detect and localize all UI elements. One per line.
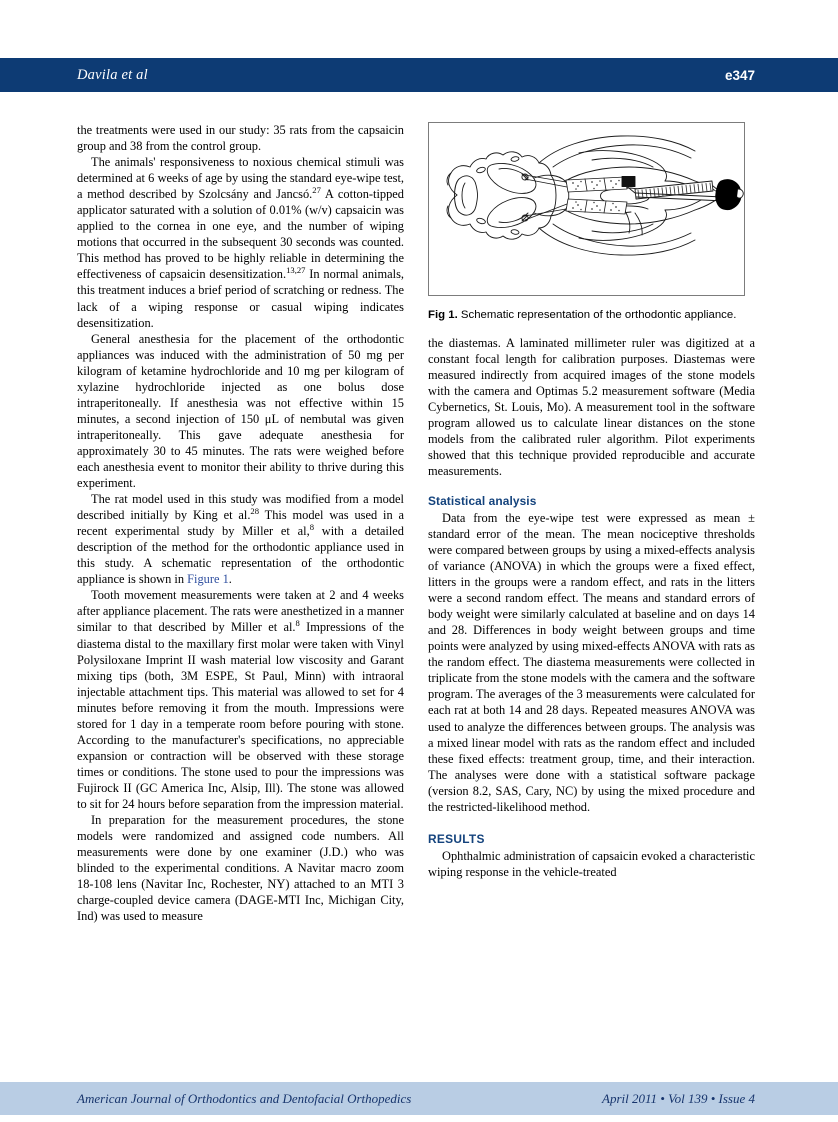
rat-skull-diagram-svg xyxy=(429,123,744,295)
left-column xyxy=(77,122,404,924)
paragraph: the diastemas. A laminated millimeter ruler was digitized at a constant focal length for calibration purposes. Diastemas were measured indirectly from acquired images of the stone models with the camera and Optimas 5.2 measurement software (Media Cybernetics, St. Louis, Mo). A measurement tool in the software program allowed us to calculate linear distances on the stone models from the calibrated ruler algorithm. Pilot experiments showed that this technique provided reproducible and accurate measurements. xyxy=(428,335,755,478)
footer-issue-info: April 2011 • Vol 139 • Issue 4 xyxy=(602,1090,755,1106)
figure-cross-reference-link[interactable]: Figure 1 xyxy=(187,572,229,587)
running-head-bar xyxy=(0,58,838,92)
running-head-author: Davila et al xyxy=(77,66,148,83)
reference-superscript[interactable]: 8 xyxy=(295,618,300,629)
running-head-inner xyxy=(77,58,755,92)
page-body xyxy=(77,122,755,1052)
paragraph: the treatments were used in our study: 35 rats from the capsaicin group and 38 from the control group. xyxy=(77,123,404,154)
figure-1 xyxy=(428,122,755,323)
running-head-page-number: e347 xyxy=(724,67,755,83)
paragraph: The rat model used in this study was modified from a model described initially by King et al.$^{28}$ This model was used in a recent experimental study by Miller et al,$^8$ with a detailed description of the method for the orthodontic appliance used in this study. A schematic representation of the orthodontic appliance is shown in Figure 1. xyxy=(77,492,405,587)
section-heading-statistical-analysis: Statistical analysis xyxy=(428,493,537,508)
section-heading-results: RESULTS xyxy=(428,831,485,846)
paragraph: Tooth movement measurements were taken at 2 and 4 weeks after appliance placement. The rats were anesthetized in a manner similar to that described by Miller et al.$^8$ Impressions of the diastema distal to the maxillary first molar were taken with Vinyl Polysiloxane Imprint II wash material low viscosity and Garant mixing tips (both, 3M ESPE, St Paul, Minn) with intraoral injectable attachment tips. This material was allowed to set for 4 minutes before removing it from the mouth. Impressions were stored for 1 day in a temperate room before pouring with stone. According to the manufacturer's specifications, no appreciable expansion or contraction will be observed with these storage times or conditions. The stone used to pour the impressions was Fujirock II (GC America Inc, Alsip, Ill). The stone was allowed to sit for 24 hours before separation from the impression material. xyxy=(77,588,404,811)
figure-1-caption-label: Fig 1. xyxy=(428,309,458,321)
paragraph: Data from the eye-wipe test were expressed as mean ± standard error of the mean. The mean nociceptive thresholds were compared between groups by using a mixed-effects analysis of variance (ANOVA) in which the groups were a fixed effect, litters in the groups were a random effect, and rats in the litters were a second random effect. The means and standard errors of body weight were similarly calculated at baseline and on days 14 and 28. Differences in body weight between groups and time points were analyzed by using mixed-effects ANOVA with rats as the random effect. The diastema measurements were collected in triplicate from the stone models with the camera and the software program. The averages of the 3 measurements were calculated for each rat at both 14 and 28 days. Repeated measures ANOVA was used to analyze the differences between groups. The analysis was a mixed linear model with rats as the random effect and included these fixed effects: treatment group, time, and their interaction. The analyses were done with a statistical software package (version 8.2, SAS, Cary, NC) by using the mixed procedure and the restricted-likelihood method. xyxy=(428,510,755,814)
paragraph: Ophthalmic administration of capsaicin evoked a characteristic wiping response in the vehicle-treated xyxy=(428,848,755,879)
reference-superscript[interactable]: 13,27 xyxy=(286,265,306,276)
reference-superscript[interactable]: 8 xyxy=(309,522,314,533)
figure-1-caption xyxy=(428,308,755,323)
paragraph: In preparation for the measurement procedures, the stone models were randomized and assigned code numbers. All measurements were done by one examiner (J.D.) who was blinded to the experimental conditions. A Navitar macro zoom 18-108 lens (Navitar Inc, Rochester, NY) attached to an MTI 3 charge-coupled device camera (DAGE-MTI Inc, Michigan City, Ind) was used to measure xyxy=(77,813,404,924)
footer-bar xyxy=(0,1082,838,1115)
footer-inner xyxy=(77,1082,755,1115)
reference-superscript[interactable]: 28 xyxy=(250,506,260,516)
footer-journal-name: American Journal of Orthodontics and Dentofacial Orthopedics xyxy=(77,1090,412,1106)
paragraph: The animals' responsiveness to noxious chemical stimuli was determined at 6 weeks of age by using the standard eye-wipe test, a method described by Szolcsány and Jancsó.$^{27}$ A cotton-tipped applicator saturated with a solution of 0.01% (w/v) capsaicin was applied to the cornea in one eye, and the number of wiping motions that occurred in the subsequent 30 seconds was counted. This method has proved to be highly reliable in determining the effectiveness of capsaicin desensitization.$^{13,27}$ In normal animals, this treatment induces a brief period of scratching or redness. The lack of a wiping response or casual wiping indicates desensitization. xyxy=(77,155,404,330)
figure-1-caption-text: Schematic representation of the orthodontic appliance. xyxy=(460,309,737,321)
right-column xyxy=(428,122,755,880)
figure-1-frame xyxy=(428,122,745,296)
paragraph: General anesthesia for the placement of the orthodontic appliances was induced with the administration of 50 mg per kilogram of ketamine hydrochloride and 10 mg per kilogram of xylazine hydrochloride injected as one bolus dose intraperitoneally. If anesthesia was not effective within 15 minutes, a second injection of 150 μL of nembutal was given intraperitoneally. This gave adequate anesthesia for approximately 30 to 45 minutes. The rats were weighed before each anesthesia event to monitor their ability to thrive during this experiment. xyxy=(77,331,404,491)
reference-superscript[interactable]: 27 xyxy=(312,185,321,196)
